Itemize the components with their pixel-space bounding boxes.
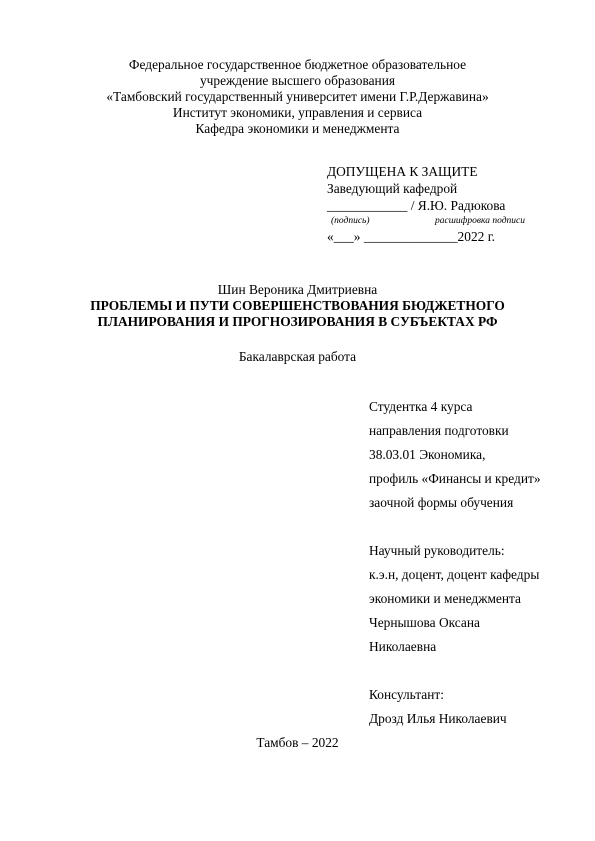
supervisor-line-4: Чернышова Оксана bbox=[369, 615, 480, 630]
approval-date-line: «___» ______________2022 г. bbox=[327, 229, 496, 244]
supervisor-line-1: Научный руководитель: bbox=[369, 543, 505, 558]
footer-city-year: Тамбов – 2022 bbox=[256, 735, 339, 750]
approval-signature-line: ____________ / Я.Ю. Радюкова bbox=[327, 198, 506, 213]
approval-head-label: Заведующий кафедрой bbox=[327, 181, 458, 196]
supervisor-line-5: Николаевна bbox=[369, 639, 437, 654]
student-line-1: Студентка 4 курса bbox=[369, 399, 473, 414]
header-line-4: Институт экономики, управления и сервиса bbox=[172, 105, 423, 120]
supervisor-line-3: экономики и менеджмента bbox=[369, 591, 522, 606]
student-line-2: направления подготовки bbox=[369, 423, 509, 438]
supervisor-line-2: к.э.н, доцент, доцент кафедры bbox=[369, 567, 540, 582]
consultant-line-2: Дрозд Илья Николаевич bbox=[369, 711, 507, 726]
student-line-5: заочной формы обучения bbox=[369, 495, 514, 510]
header-line-1: Федеральное государственное бюджетное образовательное bbox=[128, 57, 467, 72]
approval-decode-hint: расшифровка подписи bbox=[435, 216, 525, 226]
approval-admitted: ДОПУЩЕНА К ЗАЩИТЕ bbox=[327, 164, 478, 179]
header-line-2: учреждение высшего образования bbox=[199, 73, 396, 88]
approval-sign-hint: (подпись) bbox=[331, 216, 370, 226]
work-type: Бакалаврская работа bbox=[238, 349, 357, 364]
student-line-4: профиль «Финансы и кредит» bbox=[369, 471, 541, 486]
author-name: Шин Вероника Дмитриевна bbox=[217, 282, 378, 297]
student-line-3: 38.03.01 Экономика, bbox=[369, 447, 486, 462]
header-line-3: «Тамбовский государственный университет имени Г.Р.Державина» bbox=[106, 89, 489, 104]
thesis-title-line-1: ПРОБЛЕМЫ И ПУТИ СОВЕРШЕНСТВОВАНИЯ БЮДЖЕТНОГО bbox=[90, 298, 505, 313]
thesis-title-line-2: ПЛАНИРОВАНИЯ И ПРОГНОЗИРОВАНИЯ В СУБЪЕКТАХ РФ bbox=[97, 314, 498, 329]
consultant-line-1: Консультант: bbox=[369, 687, 444, 702]
header-line-5: Кафедра экономики и менеджмента bbox=[195, 121, 400, 136]
